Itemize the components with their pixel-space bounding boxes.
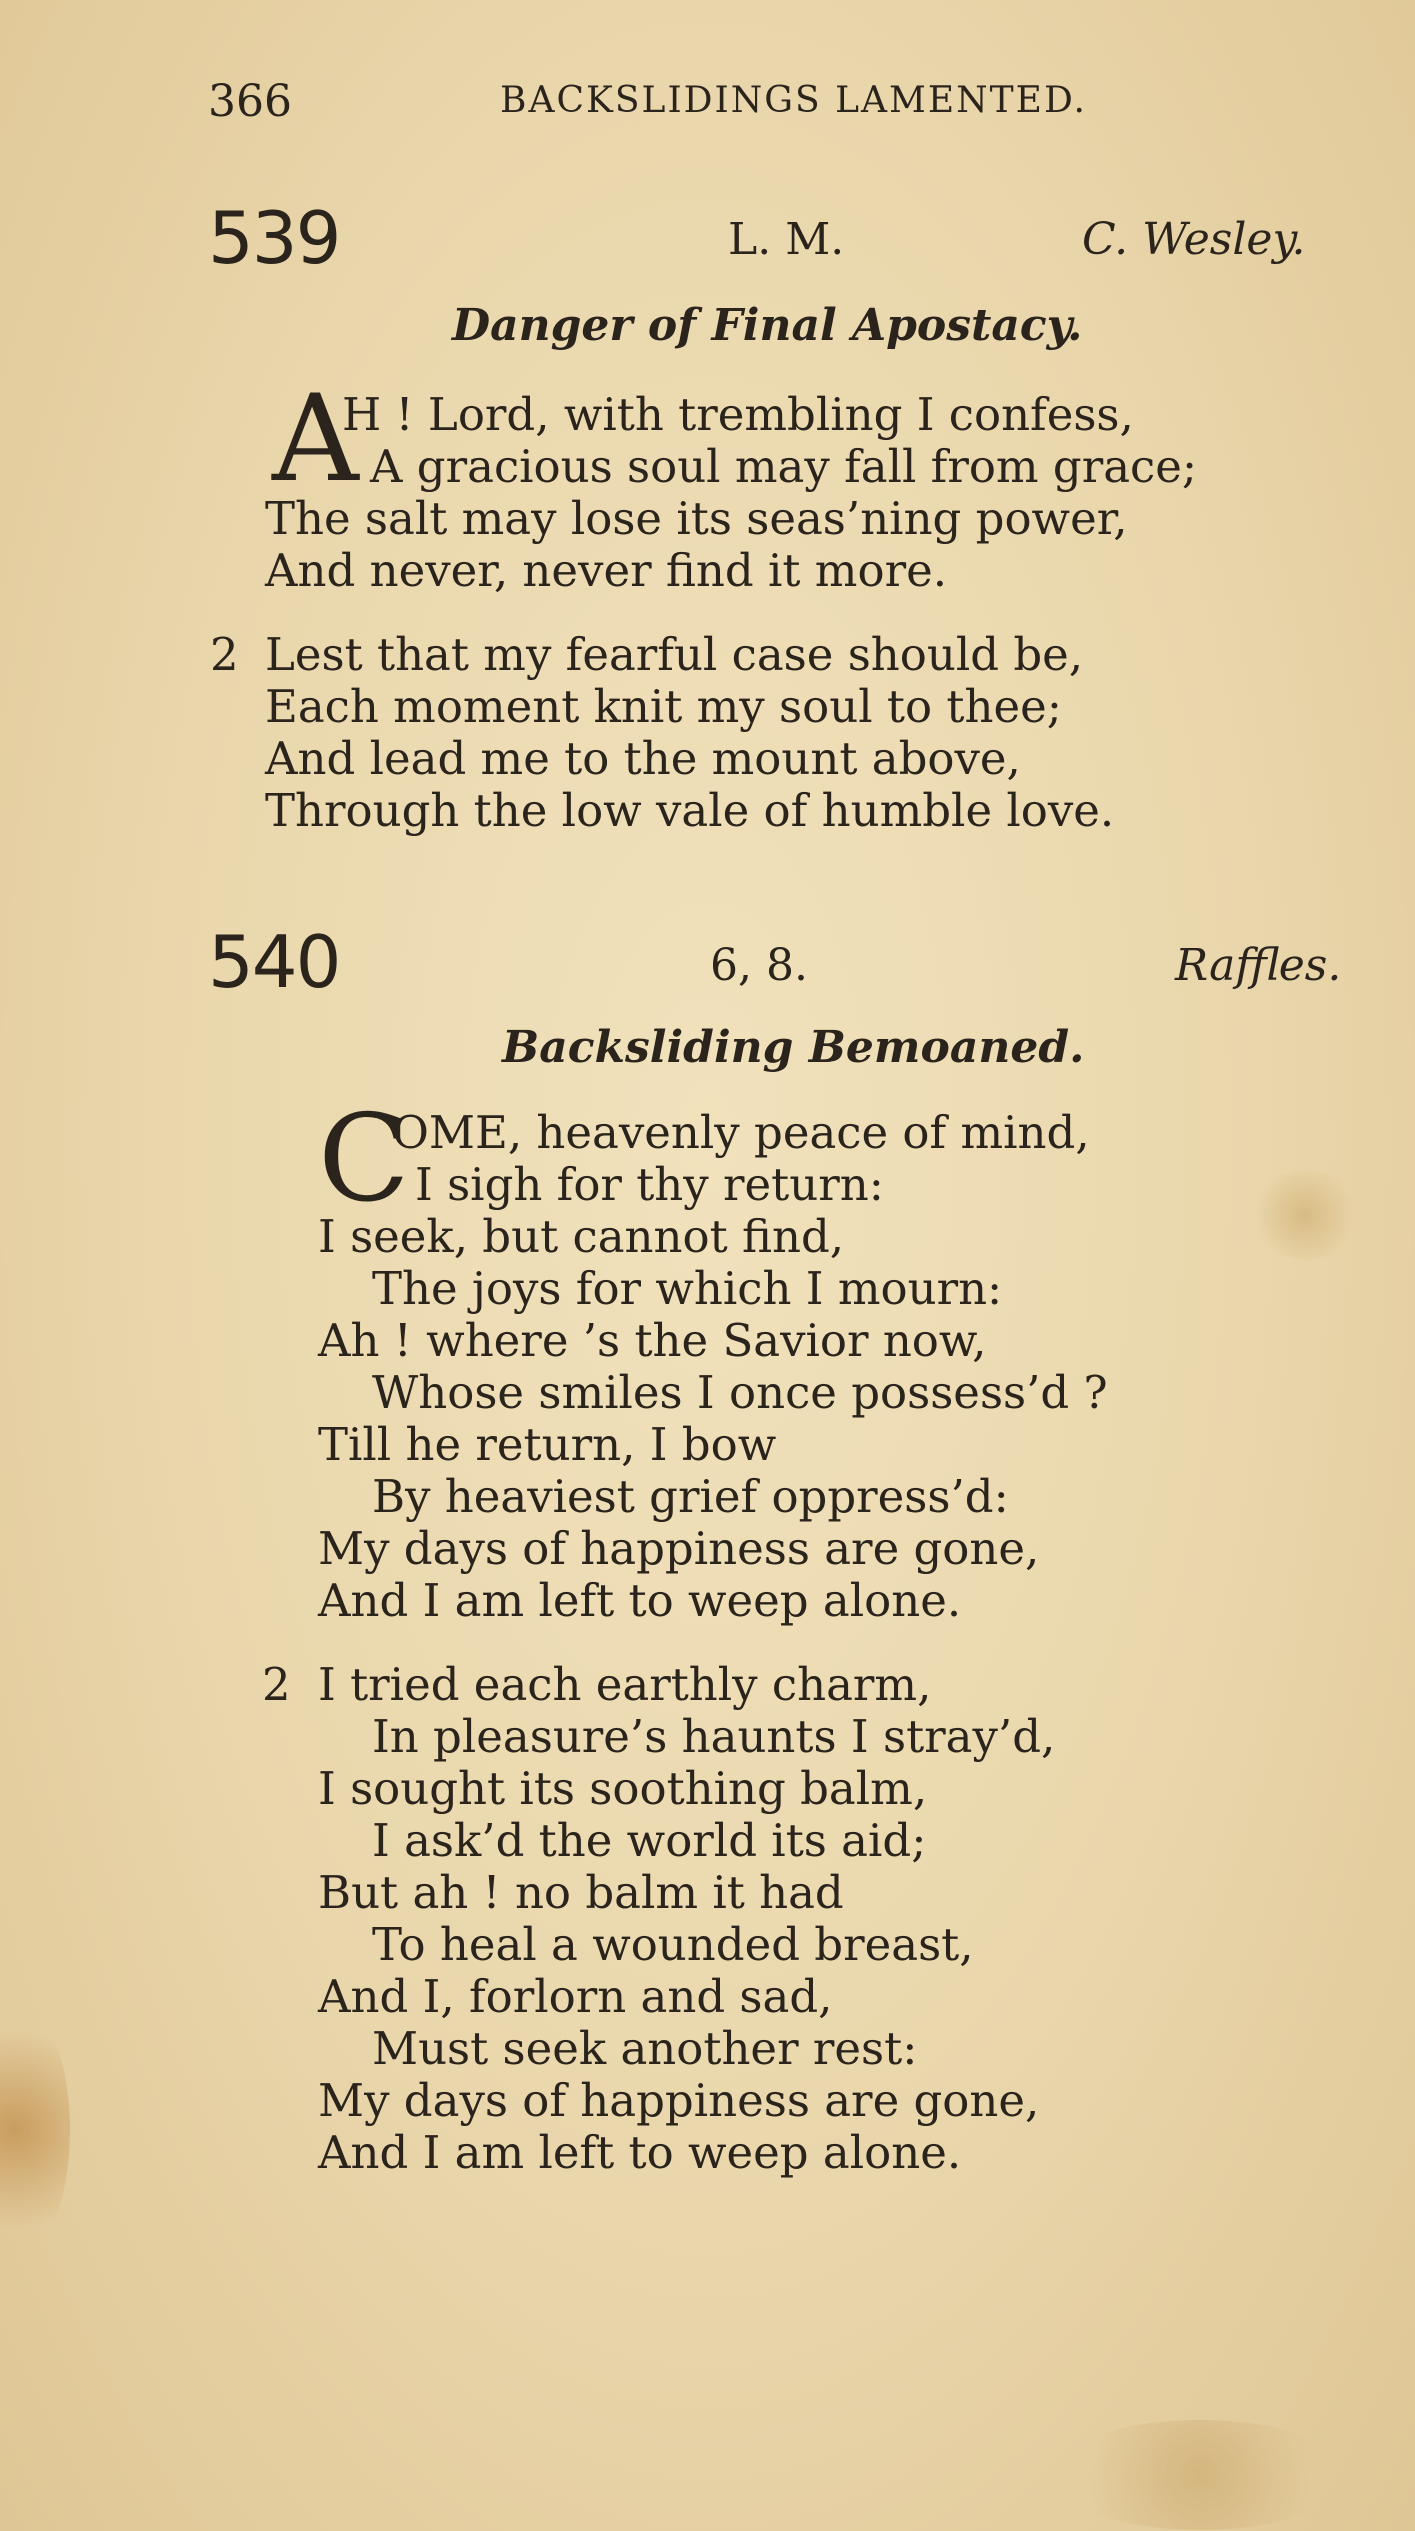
verse-line: My days of happiness are gone,	[318, 1522, 1040, 1575]
verse-line: The joys for which I mourn:	[372, 1262, 1003, 1315]
drop-cap: A	[272, 370, 359, 509]
hymn-author: C. Wesley.	[1082, 214, 1306, 265]
hymn-title: Backsliding Bemoaned.	[502, 1022, 1085, 1073]
verse-line: I ask’d the world its aid;	[372, 1814, 927, 1867]
verse-line: Till he return, I bow	[318, 1418, 777, 1471]
verse-line: Whose smiles I once possess’d ?	[372, 1366, 1108, 1419]
stanza-number: 2	[262, 1658, 291, 1711]
verse-line: The salt may lose its seas’ning power,	[265, 492, 1128, 545]
hymn-meter: L. M.	[728, 214, 845, 265]
verse-line: Ah ! where ’s the Savior now,	[318, 1314, 987, 1367]
verse-line: And I am left to weep alone.	[318, 1574, 962, 1627]
verse-line: And never, never find it more.	[265, 544, 948, 597]
page-number: 366	[208, 76, 292, 127]
verse-line: In pleasure’s haunts I stray’d,	[372, 1710, 1056, 1763]
verse-line: Must seek another rest:	[372, 2022, 918, 2075]
verse-line: Each moment knit my soul to thee;	[265, 680, 1062, 733]
verse-line: I tried each earthly charm,	[318, 1658, 932, 1711]
hymn-number: 539	[208, 196, 340, 280]
verse-line: Through the low vale of humble love.	[265, 784, 1115, 837]
verse-line: And I am left to weep alone.	[318, 2126, 962, 2179]
running-title: BACKSLIDINGS LAMENTED.	[500, 80, 1087, 121]
verse-line: To heal a wounded breast,	[372, 1918, 974, 1971]
verse-line: Lest that my fearful case should be,	[265, 628, 1084, 681]
verse-line: And I, forlorn and sad,	[318, 1970, 833, 2023]
hymn-author: Raffles.	[1175, 940, 1342, 991]
paper-stain	[1050, 2420, 1350, 2530]
verse-line: I sought its soothing balm,	[318, 1762, 928, 1815]
verse-line: I sigh for thy return:	[415, 1158, 884, 1211]
paper-stain	[0, 2000, 70, 2260]
verse-line: By heaviest grief oppress’d:	[372, 1470, 1009, 1523]
verse-line: But ah ! no balm it had	[318, 1866, 844, 1919]
stanza-number: 2	[210, 628, 239, 681]
verse-line: And lead me to the mount above,	[265, 732, 1021, 785]
paper-stain	[1250, 1170, 1360, 1260]
hymn-title: Danger of Final Apostacy.	[452, 300, 1083, 351]
verse-line: A gracious soul may fall from grace;	[370, 440, 1198, 493]
hymn-meter: 6, 8.	[710, 940, 808, 991]
verse-line: H ! Lord, with trembling I confess,	[342, 388, 1134, 441]
verse-line: I seek, but cannot find,	[318, 1210, 845, 1263]
verse-line: OME, heavenly peace of mind,	[392, 1106, 1090, 1159]
verse-line: My days of happiness are gone,	[318, 2074, 1040, 2127]
hymn-number: 540	[208, 920, 340, 1004]
drop-cap: C	[318, 1090, 410, 1229]
